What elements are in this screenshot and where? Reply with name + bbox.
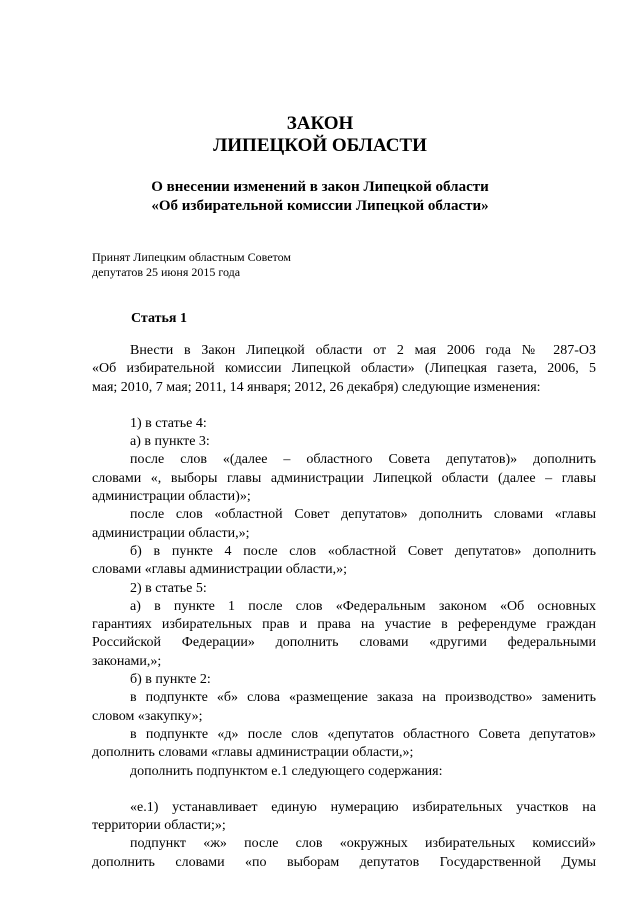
body-line: администрации области,»; [92, 525, 250, 541]
body-line: а) в пункте 3: [130, 434, 210, 450]
law-subtitle-line-2: «Об избирательной комиссии Липецкой области» [151, 198, 489, 214]
body-line: б) в пункте 4 после слов «областной Совет депутатов» дополнить [130, 543, 596, 559]
body-line: администрации области)»; [92, 489, 251, 505]
body-line: мая; 2010, 7 мая; 2011, 14 января; 2012, 26 декабря) следующие изменения: [92, 379, 541, 395]
body-line: в подпункте «б» слова «размещение заказа на производство» заменить [130, 690, 596, 706]
body-line: дополнить подпунктом е.1 следующего содержания: [130, 763, 443, 779]
body-line: Внести в Закон Липецкой области от 2 мая 2006 года № 287-ОЗ [130, 343, 596, 358]
body-line: словами «, выборы главы администрации Липецкой области (далее – главы [92, 470, 596, 486]
paragraph-gap [92, 781, 596, 799]
law-subtitle-line-1: О внесении изменений в закон Липецкой области [151, 179, 489, 195]
paragraph-gap [92, 397, 596, 415]
article-heading: Статья 1 [131, 311, 187, 326]
body-line: территории области;»; [92, 818, 226, 834]
body-line: а) в пункте 1 после слов «Федеральным законом «Об основных [130, 598, 596, 614]
body-line: в подпункте «д» после слов «депутатов областного Совета депутатов» [130, 726, 596, 742]
body-line: гарантиях избирательных прав и права на участие в референдуме граждан [92, 617, 596, 633]
body-line: дополнить словами «по выборам депутатов Государственной Думы [92, 854, 596, 870]
law-title-line-2: ЛИПЕЦКОЙ ОБЛАСТИ [213, 135, 427, 156]
body-line: после слов «(далее – областного Совета депутатов)» дополнить [130, 452, 596, 468]
body-line: дополнить словами «главы администрации области,»; [92, 745, 414, 761]
body-line: словами «главы администрации области,»; [92, 562, 347, 578]
body-line: «е.1) устанавливает единую нумерацию избирательных участков на [130, 799, 596, 815]
adoption-note-line-2: депутатов 25 июня 2015 года [92, 265, 241, 279]
body-line: подпункт «ж» после слов «окружных избирательных комиссий» [130, 836, 596, 852]
body-line: законами,»; [92, 653, 162, 669]
article-body [92, 342, 596, 872]
body-line: после слов «областной Совет депутатов» дополнить словами «главы [130, 507, 596, 523]
body-line: словом «закупку»; [92, 708, 203, 724]
body-line: 1) в статье 4: [130, 415, 207, 431]
body-line: 2) в статье 5: [130, 580, 207, 596]
body-line: «Об избирательной комиссии Липецкой области» (Липецкая газета, 2006, 5 [92, 361, 596, 377]
adoption-note-line-1: Принят Липецким областным Советом [92, 250, 291, 264]
law-title-line-1: ЗАКОН [286, 113, 354, 134]
body-line: б) в пункте 2: [130, 672, 211, 688]
body-line: Российской Федерации» дополнить словами «другими федеральными [92, 635, 596, 651]
